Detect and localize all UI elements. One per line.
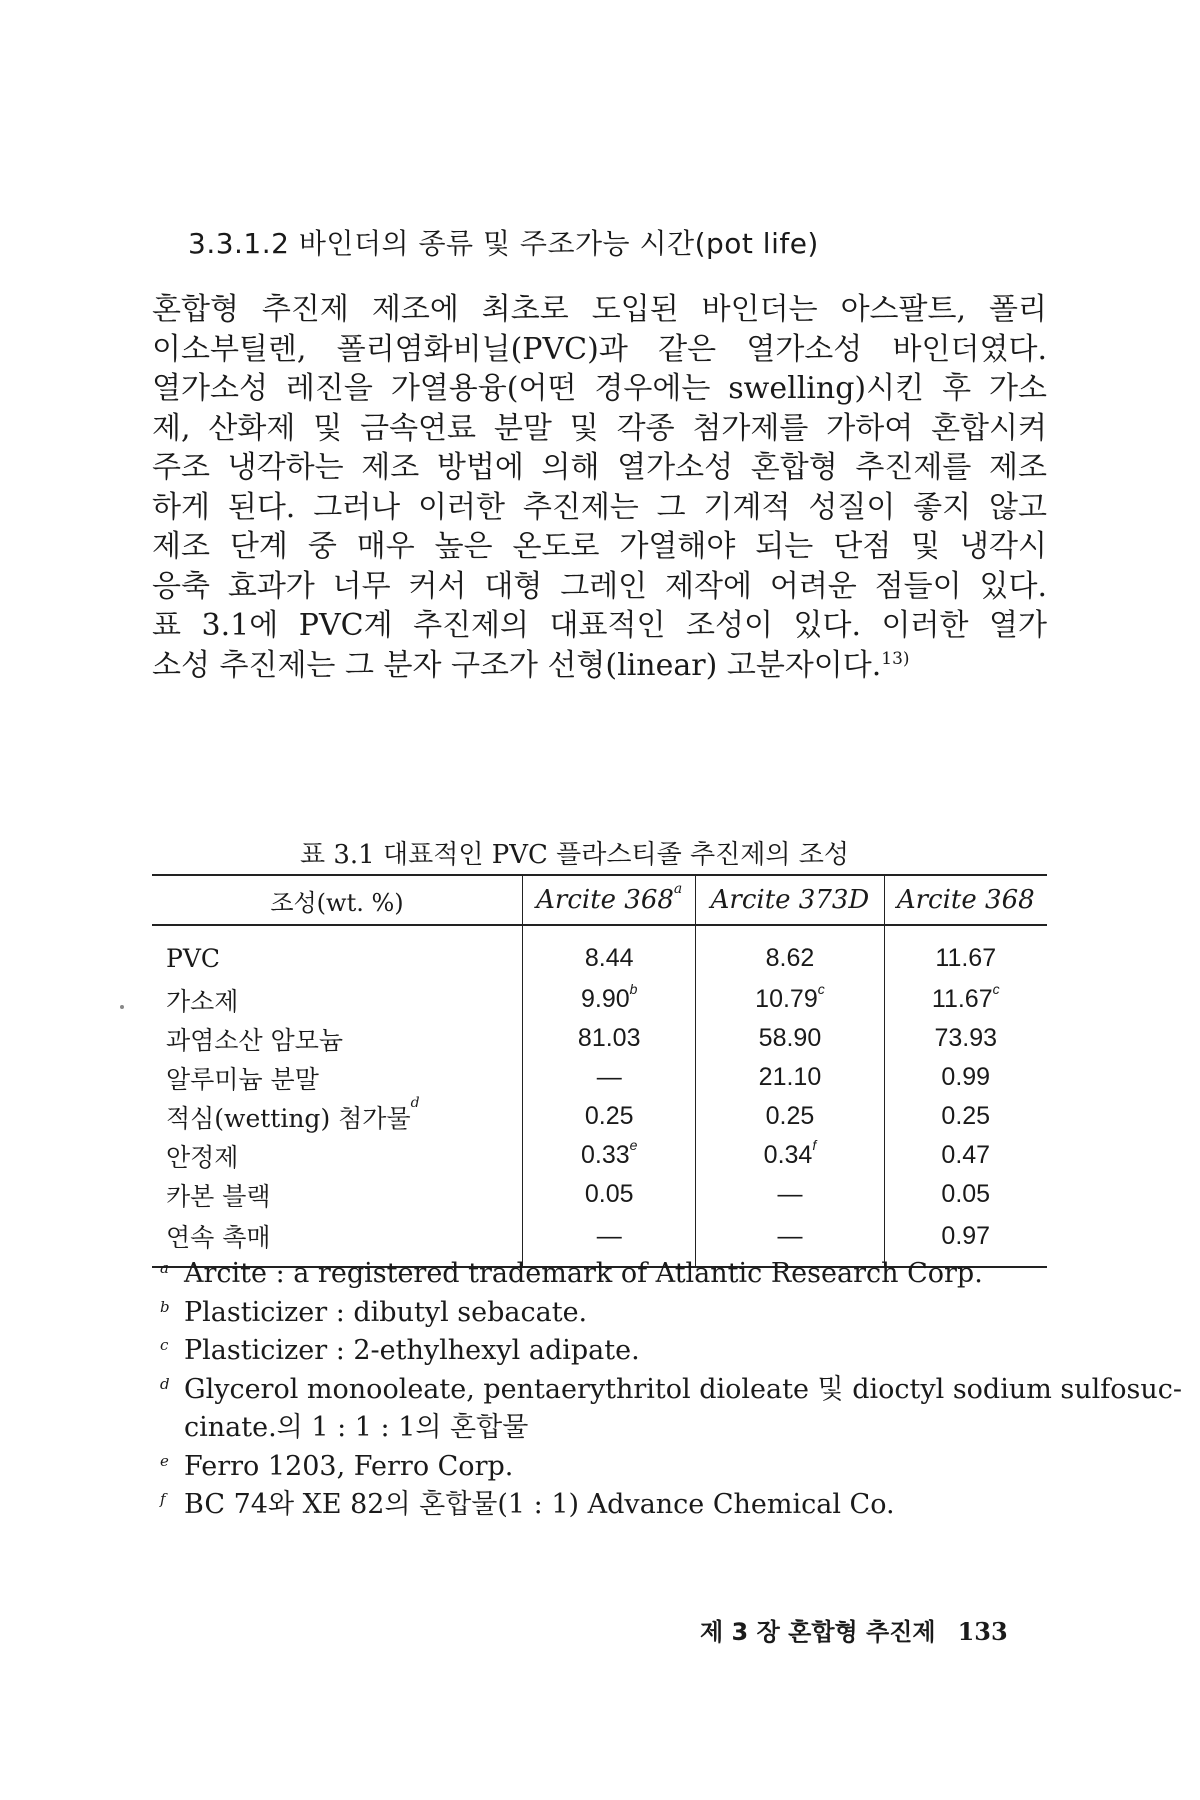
body-paragraph	[152, 290, 1047, 685]
header-composition: 조성(wt. %)	[152, 875, 523, 925]
footnote-ref: a	[673, 881, 683, 897]
footnote-mark: b	[160, 1297, 170, 1316]
footnote-mark: e	[160, 1451, 169, 1470]
body-line-text: 소성 추진제는 그 분자 구조가 선형(linear) 고분자이다.	[152, 647, 882, 683]
footnote-ref: e	[629, 1137, 638, 1153]
footnote-text: Plasticizer : 2-ethylhexyl adipate.	[184, 1335, 640, 1366]
cell-value: 10.79	[755, 985, 818, 1013]
footnote-mark: a	[160, 1259, 169, 1277]
cell-value: 11.67	[935, 943, 997, 972]
footnote-ref: c	[992, 981, 1000, 997]
table-row	[152, 1019, 1047, 1058]
cell-value: 9.90	[580, 985, 630, 1013]
cell-value: 0.97	[941, 1221, 991, 1250]
footnote-text: Glycerol monooleate, pentaerythritol dioleate 및 dioctyl sodium sulfosuc-	[184, 1373, 1183, 1405]
cell-value: —	[777, 1180, 803, 1208]
table-caption: 표 3.1 대표적인 PVC 플라스티졸 추진제의 조성	[300, 840, 849, 870]
cell-value: 0.33	[580, 1141, 630, 1169]
body-line: 이소부틸렌, 폴리염화비닐(PVC)과 같은 열가소성 바인더였다.	[152, 331, 1047, 367]
header-arcite-373d: Arcite 373D	[696, 875, 884, 925]
cell-arcite-368a	[523, 1097, 696, 1136]
footnote-mark: f	[160, 1490, 166, 1508]
footnote-mark: d	[160, 1374, 170, 1393]
footnote	[160, 1332, 1060, 1371]
table-row	[152, 925, 1047, 980]
cell-value: —	[596, 1221, 622, 1250]
cell-value: 연속 촉매	[166, 1223, 271, 1252]
footnote	[160, 1409, 1060, 1448]
cell-arcite-368a	[523, 925, 696, 980]
body-line: 표 3.1에 PVC계 추진제의 대표적인 조성이 있다. 이러한 열가	[152, 608, 1047, 643]
footnote	[160, 1448, 1060, 1487]
page-footer	[700, 1612, 1008, 1647]
footnote-ref: d	[410, 1094, 420, 1111]
cell-value: 적심(wetting) 첨가물	[166, 1103, 411, 1133]
cell-arcite-373d	[696, 1097, 884, 1136]
cell-value: —	[596, 1063, 622, 1091]
cell-arcite-368a	[523, 1058, 696, 1097]
cell-value: 8.44	[584, 943, 634, 972]
cell-arcite-368a	[523, 1019, 696, 1058]
header-arcite-368a	[523, 875, 696, 925]
cell-value: 58.90	[758, 1024, 822, 1052]
table-header-row	[152, 875, 1047, 925]
footnote	[160, 1255, 1060, 1294]
header-arcite-368: Arcite 368	[884, 875, 1047, 925]
footnote-ref: c	[817, 981, 825, 997]
cell-value: 11.67	[931, 985, 993, 1013]
body-line-last	[152, 646, 1047, 686]
cell-arcite-368a	[523, 1175, 696, 1214]
cell-value: 알루미늄 분말	[166, 1064, 319, 1094]
footnote-text: Plasticizer : dibutyl sebacate.	[184, 1296, 588, 1328]
cell-value: 카본 블랙	[166, 1181, 271, 1211]
footnote	[160, 1486, 1060, 1525]
table-row	[152, 1058, 1047, 1097]
body-line: 열가소성 레진을 가열용융(어떤 경우에는 swelling)시킨 후 가소	[152, 371, 1047, 406]
cell-arcite-368	[884, 1136, 1047, 1175]
cell-value: 가소제	[166, 986, 239, 1016]
cell-value: 21.10	[758, 1063, 822, 1091]
body-line: 제조 단계 중 매우 높은 온도로 가열해야 되는 단점 및 냉각시	[152, 529, 1047, 564]
cell-composition	[152, 1175, 523, 1214]
cell-arcite-368	[884, 1058, 1047, 1097]
cell-composition	[152, 1136, 523, 1175]
cell-value: 8.62	[765, 943, 815, 972]
footnote-ref: b	[629, 981, 638, 997]
cell-composition	[152, 1094, 523, 1136]
cell-arcite-368	[884, 925, 1047, 980]
footnote-text: cinate.의 1 : 1 : 1의 혼합물	[184, 1412, 529, 1443]
table-row	[152, 980, 1047, 1019]
cell-arcite-373d	[696, 1058, 884, 1097]
cell-arcite-368a	[523, 1136, 696, 1175]
cell-value: 0.25	[584, 1102, 634, 1130]
cell-value: 0.47	[941, 1141, 991, 1169]
table-body	[152, 925, 1047, 1267]
footnotes	[160, 1255, 1183, 1525]
cell-value: 81.03	[577, 1024, 641, 1052]
cell-value: 안정제	[166, 1142, 239, 1172]
cell-composition	[152, 1058, 523, 1097]
reference-superscript: 13)	[881, 648, 910, 669]
cell-arcite-368	[884, 1019, 1047, 1058]
cell-arcite-368	[884, 1097, 1047, 1136]
cell-value: 과염소산 암모늄	[166, 1025, 343, 1055]
cell-composition	[152, 925, 523, 980]
cell-arcite-373d	[696, 1136, 884, 1175]
cell-arcite-373d	[696, 1175, 884, 1214]
page-number: 133	[957, 1617, 1008, 1646]
chapter-title: 제 3 장 혼합형 추진제	[700, 1618, 936, 1646]
composition-table	[152, 874, 1047, 1268]
cell-arcite-373d	[696, 1019, 884, 1058]
section-heading: 3.3.1.2 바인더의 종류 및 주조가능 시간(pot life)	[188, 227, 819, 260]
table-row	[152, 1097, 1047, 1136]
body-line: 제, 산화제 및 금속연료 분말 및 각종 첨가제를 가하여 혼합시켜	[152, 410, 1047, 446]
cell-arcite-368	[884, 980, 1047, 1019]
cell-arcite-373d	[696, 980, 884, 1019]
cell-value: —	[777, 1221, 803, 1250]
cell-arcite-368a	[523, 980, 696, 1019]
body-line: 응축 효과가 너무 커서 대형 그레인 제작에 어려운 점들이 있다.	[152, 568, 1047, 604]
cell-value: 0.25	[941, 1102, 991, 1130]
cell-arcite-373d	[696, 925, 884, 980]
table-row	[152, 1175, 1047, 1214]
table-row	[152, 1136, 1047, 1175]
body-line: 혼합형 추진제 제조에 최초로 도입된 바인더는 아스팔트, 폴리	[152, 292, 1047, 327]
cell-arcite-368	[884, 1175, 1047, 1214]
cell-value: 0.99	[941, 1063, 991, 1091]
footnote	[160, 1371, 1183, 1410]
body-line: 주조 냉각하는 제조 방법에 의해 열가소성 혼합형 추진제를 제조	[152, 450, 1047, 485]
body-line: 하게 된다. 그러나 이러한 추진제는 그 기계적 성질이 좋지 않고	[152, 489, 1047, 525]
margin-dot	[120, 1005, 124, 1009]
cell-value: 0.34	[763, 1141, 813, 1169]
cell-composition	[152, 1019, 523, 1058]
footnote-text: BC 74와 XE 82의 혼합물(1 : 1) Advance Chemical Co.	[184, 1489, 895, 1520]
cell-composition	[152, 980, 523, 1019]
footnote-mark: c	[160, 1336, 169, 1354]
cell-value: 0.05	[941, 1180, 991, 1208]
cell-value: PVC	[166, 943, 221, 973]
footnote-text: Arcite : a registered trademark of Atlantic Research Corp.	[184, 1258, 983, 1289]
footnote	[160, 1294, 1060, 1333]
header-label: Arcite 368	[536, 885, 674, 915]
cell-value: 0.25	[765, 1102, 815, 1130]
footnote-ref: f	[812, 1137, 817, 1153]
cell-value: 0.05	[584, 1180, 634, 1208]
footnote-text: Ferro 1203, Ferro Corp.	[184, 1450, 514, 1482]
cell-value: 73.93	[934, 1024, 998, 1052]
